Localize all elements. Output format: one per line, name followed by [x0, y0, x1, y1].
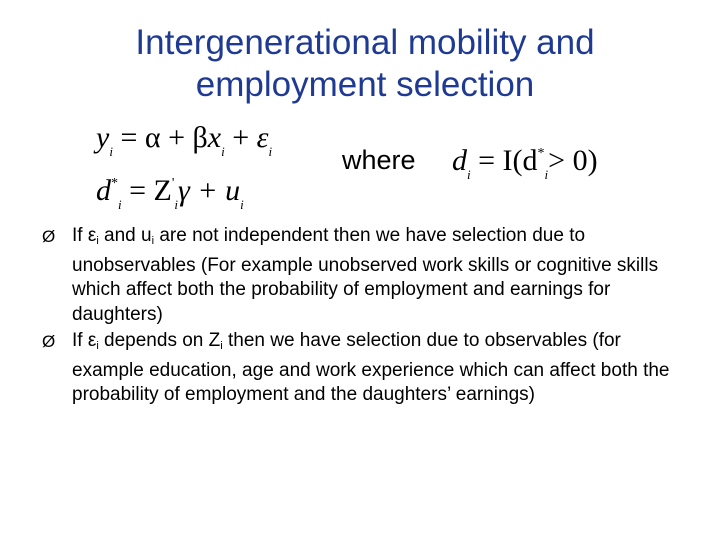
- title-line-2: employment selection: [195, 65, 535, 104]
- selection-equation: $d^*_i = Z'_i\gamma + u_i$: [96, 174, 244, 212]
- outcome-equation: $y_i = \alpha + \beta x_i + \varepsilon_i$: [96, 121, 273, 159]
- indicator-equation: $d_i = I(d^*_i> 0)$: [452, 144, 598, 182]
- bullet-item-observables: Ø If $\varepsilon_i$ depends on $Z_i$ then we have selection due to observables (for example education, age and work experience which can affect both the probability of employment and the daughters’ earnings): [42, 330, 670, 405]
- arrow-bullet-icon: Ø: [42, 332, 56, 351]
- where-label: where: [342, 145, 416, 175]
- arrow-bullet-icon: Ø: [42, 227, 56, 246]
- slide-title: [40, 22, 690, 106]
- bullet-list: [40, 224, 670, 410]
- title-line-1: Intergenerational mobility and: [135, 23, 595, 62]
- bullet-item-unobservables: Ø If $\varepsilon_i$ and $u_i$ are not independent then we have selection due to unobservables (For example unobserved work skills or cognitive skills which affect both the probability of employment and earnings for daughters): [42, 225, 659, 325]
